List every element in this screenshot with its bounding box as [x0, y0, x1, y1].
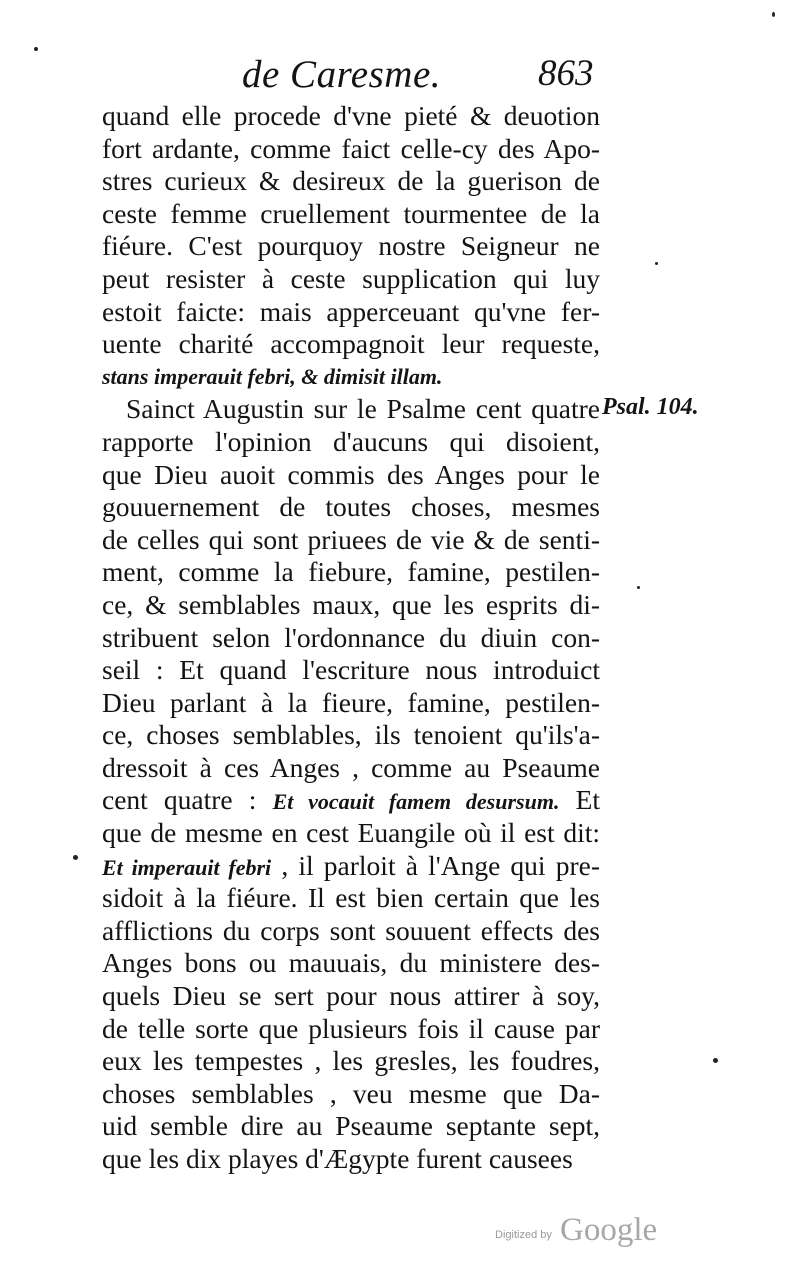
text-line: que Dieu auoit commis des Anges pour le [102, 458, 600, 490]
running-head-title: de Caresme. [242, 53, 442, 96]
latin-quote-line: stans imperauit febri, & dimisit illam. [102, 363, 443, 389]
text-line: estoit faicte: mais apperceuant qu'vne fer- [102, 295, 600, 327]
google-logo: Google [560, 1212, 658, 1248]
ink-speck [713, 1058, 718, 1063]
text-line: choses semblables , veu mesme que Da- [102, 1077, 600, 1109]
text-line: que les dix playes d'Ægypte furent causees [102, 1143, 573, 1174]
paragraph-start-line: Sainct Augustin sur le Psalme cent quatre [126, 393, 600, 425]
text-line: afflictions du corps sont souuent effects des [102, 914, 600, 946]
text-line: ce, & semblables maux, que les esprits di- [102, 588, 600, 620]
digitized-by-label: Digitized by [495, 1229, 552, 1241]
text-line: seil : Et quand l'escriture nous introduict [102, 654, 600, 686]
body-text [102, 100, 600, 1176]
ink-speck [772, 12, 775, 17]
text-segment: cent quatre : [102, 784, 257, 816]
text-line: de celles qui sont priuees de vie & de senti- [102, 523, 600, 555]
text-line: stres curieux & desireux de la guerison de [102, 165, 600, 197]
text-line: ce, choses semblables, ils tenoient qu'ils'a- [102, 719, 600, 751]
mixed-text-line [102, 784, 600, 817]
text-line: uente charité accompagnoit leur requeste, [102, 328, 600, 360]
text-line: peut resister à ceste supplication qui luy [102, 262, 600, 294]
text-line: de telle sorte que plusieurs fois il cause par [102, 1012, 600, 1044]
margin-note: Psal. 104. [602, 394, 699, 420]
text-line: uid semble dire au Pseaume septante sept, [102, 1110, 600, 1142]
latin-quote: Et imperauit febri [102, 854, 272, 880]
ink-speck [655, 262, 658, 265]
text-line: fort ardante, comme faict celle-cy des Apo- [102, 132, 600, 164]
text-line: ceste femme cruellement tourmentee de la [102, 197, 600, 229]
text-line: quand elle procede d'vne pieté & deuotion [102, 100, 600, 131]
text-line: stribuent selon l'ordonnance du diuin con- [102, 621, 600, 653]
text-line: dressoit à ces Anges , comme au Pseaume [102, 751, 600, 783]
latin-quote: Et vocauit famem desursum. [272, 789, 560, 815]
text-line: quels Dieu se sert pour nous attirer à soy, [102, 980, 600, 1012]
text-line: que de mesme en cest Euangile où il est dit: [102, 817, 600, 849]
text-line: gouuernement de toutes choses, mesmes [102, 491, 600, 523]
ink-speck [34, 47, 38, 51]
mixed-text-line [102, 850, 600, 883]
text-segment: Et [575, 784, 601, 816]
ink-speck [637, 586, 640, 589]
ink-speck [73, 855, 78, 860]
text-line: sidoit à la fiéure. Il est bien certain que les [102, 882, 600, 914]
text-line: eux les tempestes , les gresles, les foudres, [102, 1045, 600, 1077]
text-line: ment, comme la fiebure, famine, pestilen- [102, 556, 600, 588]
text-line: Dieu parlant à la fieure, famine, pestilen- [102, 686, 600, 718]
text-segment: , il parloit à l'Ange qui pre- [281, 849, 601, 881]
text-line: fiéure. C'est pourquoy nostre Seigneur ne [102, 230, 600, 262]
text-line: Anges bons ou mauuais, du ministere des- [102, 947, 600, 979]
page-number: 863 [538, 53, 594, 94]
text-line: rapporte l'opinion d'aucuns qui disoient, [102, 425, 600, 457]
